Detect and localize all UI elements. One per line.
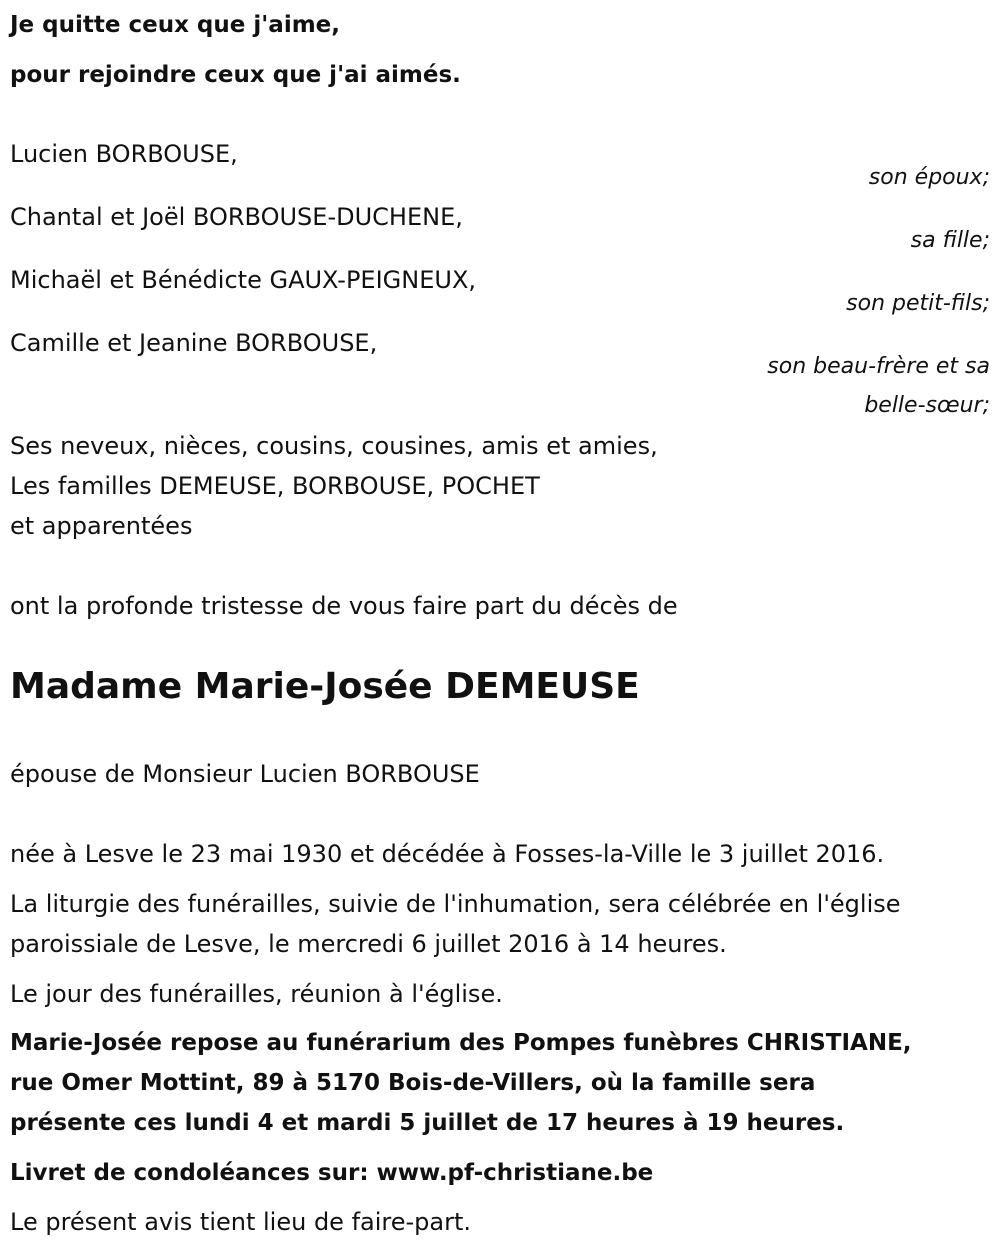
mourner-relation-3: son petit-fils; bbox=[846, 291, 990, 316]
condolences-link[interactable]: Livret de condoléances sur: www.pf-christiane.be bbox=[10, 1160, 654, 1186]
others-line-2: Les familles DEMEUSE, BORBOUSE, POCHET bbox=[10, 472, 540, 500]
mourner-relation-4-line-1: son beau-frère et sa bbox=[767, 354, 990, 379]
mourner-relation-2: sa fille; bbox=[910, 228, 990, 253]
announcement-text: ont la profonde tristesse de vous faire part du décès de bbox=[10, 592, 678, 620]
mourner-name-4: Camille et Jeanine BORBOUSE, bbox=[10, 329, 378, 357]
quote-line-1: Je quitte ceux que j'aime, bbox=[10, 12, 341, 38]
others-line-1: Ses neveux, nièces, cousins, cousines, amis et amies, bbox=[10, 432, 658, 460]
funeral-home-line-3: présente ces lundi 4 et mardi 5 juillet de 17 heures à 19 heures. bbox=[10, 1110, 845, 1136]
mourner-relation-1: son époux; bbox=[868, 165, 990, 190]
mourner-name-1: Lucien BORBOUSE, bbox=[10, 140, 238, 168]
funeral-home-line-1: Marie-Josée repose au funérarium des Pompes funèbres CHRISTIANE, bbox=[10, 1030, 912, 1056]
footer-note: Le présent avis tient lieu de faire-part. bbox=[10, 1208, 472, 1236]
ceremony-meeting: Le jour des funérailles, réunion à l'église. bbox=[10, 980, 503, 1008]
deceased-name: Madame Marie-Josée DEMEUSE bbox=[10, 666, 640, 707]
deceased-dates: née à Lesve le 23 mai 1930 et décédée à Fosses-la-Ville le 3 juillet 2016. bbox=[10, 840, 885, 868]
ceremony-line-1: La liturgie des funérailles, suivie de l'inhumation, sera célébrée en l'église bbox=[10, 890, 901, 918]
others-line-3: et apparentées bbox=[10, 512, 193, 540]
mourner-relation-4-line-2: belle-sœur; bbox=[864, 393, 990, 418]
mourner-name-3: Michaël et Bénédicte GAUX-PEIGNEUX, bbox=[10, 266, 477, 294]
mourner-name-2: Chantal et Joël BORBOUSE-DUCHENE, bbox=[10, 203, 463, 231]
funeral-home-line-2: rue Omer Mottint, 89 à 5170 Bois-de-Villers, où la famille sera bbox=[10, 1070, 816, 1096]
deceased-spouse: épouse de Monsieur Lucien BORBOUSE bbox=[10, 760, 480, 788]
ceremony-line-2: paroissiale de Lesve, le mercredi 6 juillet 2016 à 14 heures. bbox=[10, 930, 727, 958]
quote-line-2: pour rejoindre ceux que j'ai aimés. bbox=[10, 62, 461, 88]
